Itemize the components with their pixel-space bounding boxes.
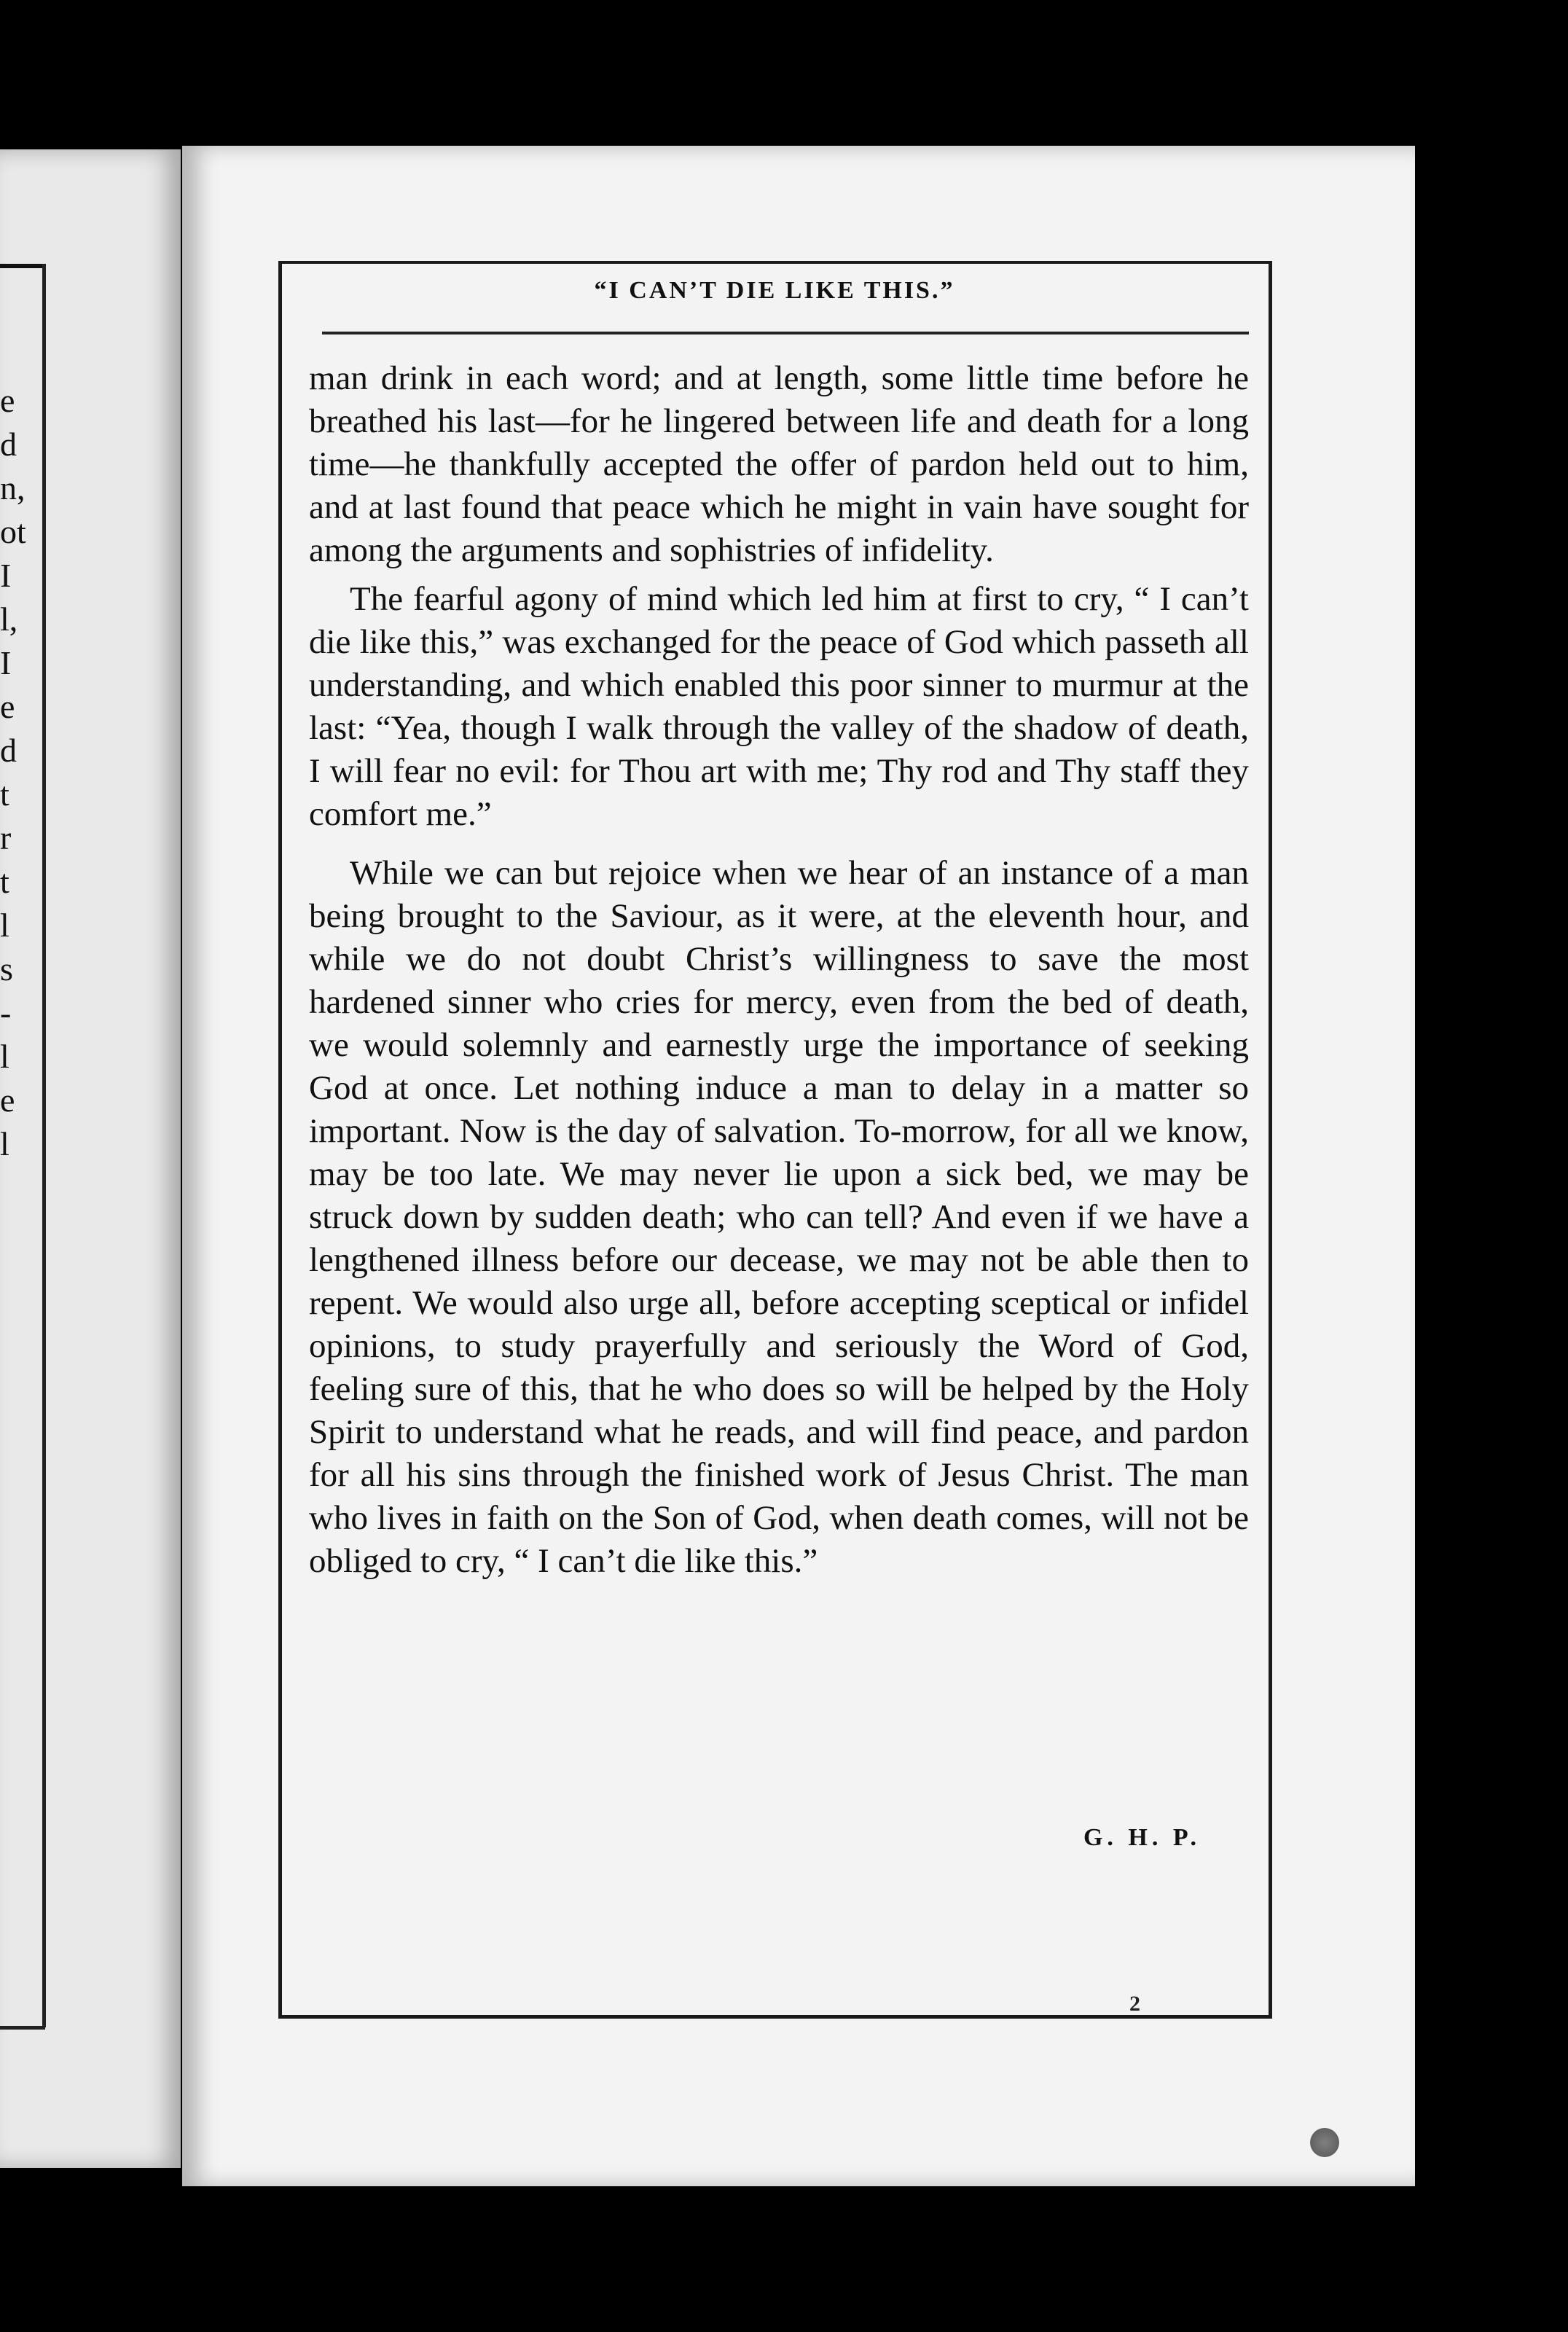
left-fragment: ot	[0, 513, 26, 550]
running-head: “I CAN’T DIE LIKE THIS.”	[594, 277, 955, 304]
left-fragment: r	[0, 819, 12, 856]
paragraph: The fearful agony of mind which led him at first to cry, “ I can’t die like this,” was exchanged for the peace of God which passeth all understanding, and which enabled this poor sinner to murmur at the last: “Yea, though I walk through the valley of the shadow of death, I will fear no evil: for Thou art with me; Thy rod and Thy staff they comfort me.”	[309, 580, 1249, 833]
left-fragment: d	[0, 732, 17, 769]
scan-smudge	[1310, 2128, 1339, 2157]
left-page-text-fragments	[0, 379, 26, 1166]
left-fragment: e	[0, 382, 15, 419]
left-fragment: l	[0, 1125, 9, 1162]
left-fragment: e	[0, 1081, 15, 1119]
left-page-rule-side	[42, 264, 46, 2027]
left-fragment: e	[0, 688, 15, 725]
body-text	[309, 357, 1249, 1583]
left-fragment: d	[0, 426, 17, 463]
left-fragment: l	[0, 907, 9, 944]
author-initials: G. H. P.	[1083, 1824, 1201, 1851]
left-page-rule-top	[0, 264, 42, 268]
left-fragment: t	[0, 775, 9, 813]
paragraph: While we can but rejoice when we hear of an instance of a man being brought to the Saviour, as it were, at the eleventh hour, and while we do not doubt Christ’s willingness to save the most hardened sinner who cries for mercy, even from the bed of death, we would solemnly and earnestly urge the importance of seeking God at once. Let nothing induce a man to delay in a matter so important. Now is the day of salvation. To-morrow, for all we know, may be too late. We may never lie upon a sick bed, we may be struck down by sudden death; who can tell? And even if we have a lengthened illness before our decease, we may not be able then to repent. We would also urge all, before accepting sceptical or infidel opinions, to study prayerfully and seriously the Word of God, feeling sure of this, that he who does so will be helped by the Holy Spirit to understand what he reads, and will find peace, and pardon for all his sins through the finished work of Jesus Christ. The man who lives in faith on the Son of God, when death comes, will not be obliged to cry, “ I can’t die like this.”	[309, 854, 1249, 1580]
left-page-rule-bottom	[0, 2026, 45, 2030]
running-head-rule	[322, 332, 1249, 334]
left-page	[0, 149, 181, 2168]
left-fragment: l,	[0, 600, 18, 638]
paragraph-continuation: man drink in each word; and at length, some little time before he breathed his last—for he lingered between life and death for a long time—he thankfully accepted the offer of pardon held out to him, and at last found that peace which he might in vain have sought for among the arguments and sophistries of infidelity.	[309, 359, 1249, 569]
left-fragment: n,	[0, 469, 26, 506]
left-fragment: I	[0, 557, 12, 594]
left-fragment: t	[0, 863, 9, 900]
left-fragment: I	[0, 644, 12, 681]
page-number: 2	[1129, 1992, 1140, 2016]
left-fragment: s	[0, 950, 13, 987]
left-fragment: l	[0, 1038, 9, 1075]
left-fragment: -	[0, 994, 12, 1031]
